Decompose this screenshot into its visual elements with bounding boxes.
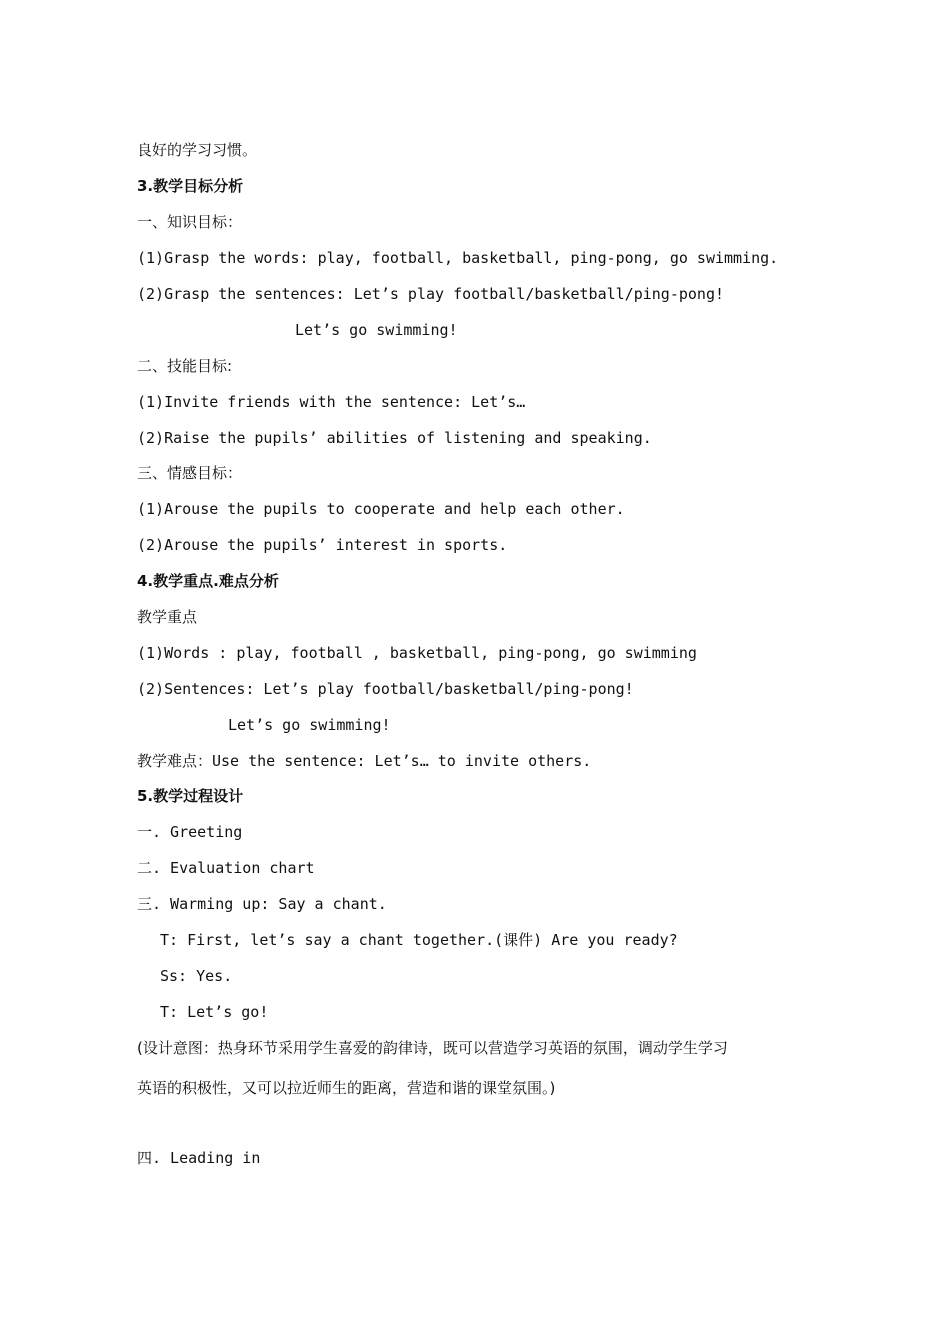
dialog-line-3: T: Let’s go!	[160, 1003, 269, 1021]
key-point-2-cont: Let’s go swimming!	[228, 716, 391, 734]
emotion-goal-item-2: (2)Arouse the pupils’ interest in sports.	[137, 536, 508, 554]
knowledge-goal-item-2-cont: Let’s go swimming!	[295, 321, 458, 339]
dialog-line-2: Ss: Yes.	[160, 967, 233, 985]
design-note-line-1: (设计意图：热身环节采用学生喜爱的韵律诗，既可以营造学习英语的氛围，调动学生学习	[137, 1039, 728, 1057]
skill-goal-item-1: (1)Invite friends with the sentence: Let’s…	[137, 393, 526, 411]
skill-goal-item-2: (2)Raise the pupils’ abilities of listening and speaking.	[137, 429, 652, 447]
emotion-goal-item-1: (1)Arouse the pupils to cooperate and help each other.	[137, 500, 625, 518]
intro-fragment: 良好的学习习惯。	[137, 141, 258, 159]
step-leading-in: 四. Leading in	[137, 1149, 261, 1167]
step-evaluation-chart: 二. Evaluation chart	[137, 859, 315, 877]
knowledge-goal-item-2: (2)Grasp the sentences: Let’s play football/basketball/ping-pong!	[137, 285, 724, 303]
design-note-line-2: 英语的积极性，又可以拉近师生的距离，营造和谐的课堂氛围。)	[137, 1079, 556, 1097]
key-point-2: (2)Sentences: Let’s play football/basketball/ping-pong!	[137, 680, 634, 698]
step-greeting: 一. Greeting	[137, 823, 243, 841]
section4-heading: 4.教学重点.难点分析	[137, 572, 279, 590]
knowledge-goal-item-1: (1)Grasp the words: play, football, basketball, ping-pong, go swimming.	[137, 249, 779, 267]
section5-heading: 5.教学过程设计	[137, 787, 244, 805]
key-points-label: 教学重点	[137, 608, 198, 626]
dialog-line-1: T: First, let’s say a chant together.(课件) Are you ready?	[160, 931, 678, 949]
step-warming-up: 三. Warming up: Say a chant.	[137, 895, 387, 913]
knowledge-goal-label: 一、知识目标：	[137, 213, 243, 231]
skill-goal-label: 二、技能目标:	[137, 357, 233, 375]
emotion-goal-label: 三、情感目标：	[137, 464, 243, 482]
difficulty-point: 教学难点：Use the sentence: Let’s… to invite others.	[137, 752, 592, 770]
key-point-1: (1)Words : play, football , basketball, ping-pong, go swimming	[137, 644, 697, 662]
section3-heading: 3.教学目标分析	[137, 177, 244, 195]
